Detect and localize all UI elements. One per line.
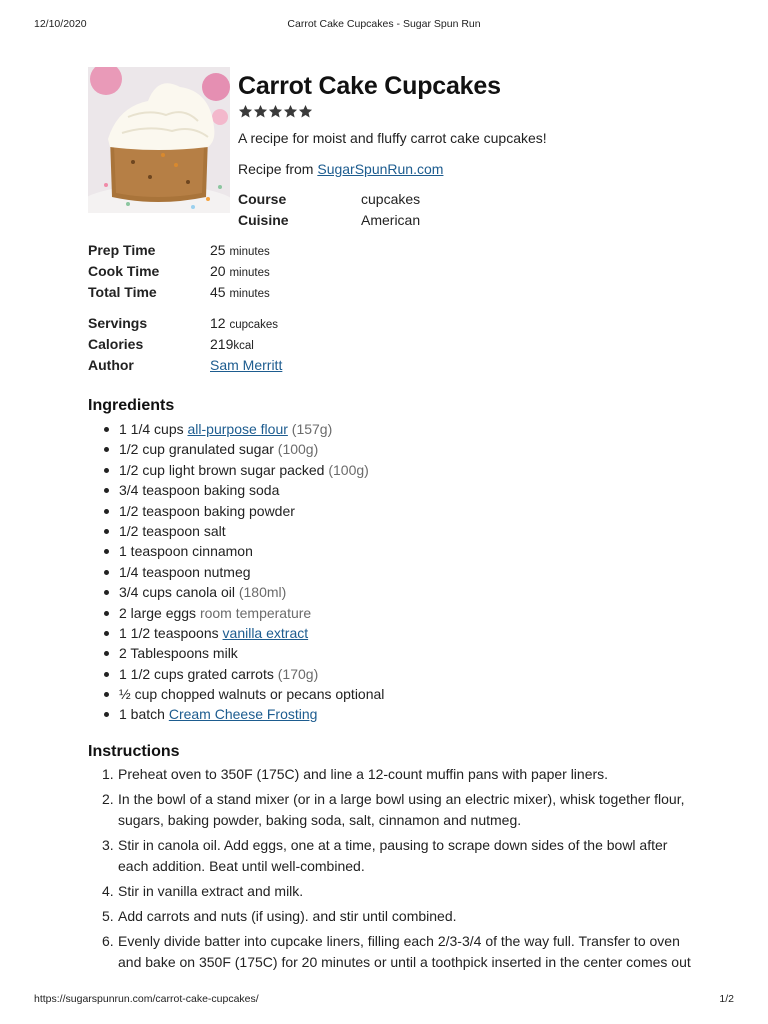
ingredient-item [88,623,688,643]
ingredient-text: 1 batch [119,706,169,723]
step-text: Add carrots and nuts (if using). and stir until combined. [118,908,457,924]
ingredient-text: 1/2 teaspoon baking powder [119,502,295,519]
ingredient-item [88,439,688,459]
ingredient-item [88,501,688,521]
calories-unit: kcal [233,340,254,352]
ingredients-list [88,419,688,725]
step-number: 4. [102,883,114,899]
calories-row [88,336,388,356]
servings-label: Servings [88,315,148,331]
ingredient-text: 1/2 cup granulated sugar [119,441,274,458]
star-icon [268,104,283,119]
bullet-icon [104,712,109,717]
ingredient-text: 1 teaspoon cinnamon [119,543,253,560]
total-time-label: Total Time [88,284,157,300]
bullet-icon [104,611,109,616]
cook-time-value: 20 [210,263,226,279]
ingredient-text: 3/4 cups canola oil [119,584,235,601]
ingredient-note: (100g) [273,441,319,458]
ingredient-note: (180ml) [234,584,287,601]
print-page-title: Carrot Cake Cupcakes - Sugar Spun Run [287,18,481,30]
recipe-photo [88,67,230,213]
ingredient-text: 1 1/2 cups grated carrots [119,665,274,682]
recipe-source-link[interactable]: SugarSpunRun.com [317,161,444,177]
step-number: 3. [102,837,114,853]
step-number: 5. [102,908,114,924]
prep-time-value: 25 [210,242,226,258]
ingredients-heading: Ingredients [88,397,175,414]
ingredient-note: (100g) [324,461,369,478]
cuisine-label: Cuisine [238,212,289,228]
step-number: 1. [102,766,114,782]
bullet-icon [104,549,109,554]
ingredient-text: 2 Tablespoons milk [119,645,238,662]
ingredient-link[interactable]: vanilla extract [222,624,309,641]
bullet-icon [104,651,109,656]
ingredient-item [88,562,688,582]
ingredient-text: 1 1/2 teaspoons [119,624,223,641]
servings-value: 12 [210,315,226,331]
ingredient-item [88,664,688,684]
star-icon [238,104,253,119]
bullet-icon [104,427,109,432]
step-text: Preheat oven to 350F (175C) and line a 12-count muffin pans with paper liners. [118,766,609,782]
instructions-heading: Instructions [88,743,180,760]
step-number: 2. [102,791,114,807]
print-header [34,18,734,32]
ingredient-text: ½ cup chopped walnuts or pecans optional [119,686,385,703]
bullet-icon [104,468,109,473]
ingredient-item [88,480,688,500]
ingredient-item [88,684,688,704]
bullet-icon [104,447,109,452]
print-date: 12/10/2020 [34,18,87,30]
course-label: Course [238,191,287,207]
ingredient-text: 2 large eggs [119,604,197,621]
ingredient-item [88,541,688,561]
ingredient-note: (157g) [287,421,333,437]
ingredient-link[interactable]: all-purpose flour [187,421,288,437]
instruction-step [88,881,698,902]
bullet-icon [104,692,109,697]
print-footer [34,993,734,1007]
ingredient-note: room temperature [196,604,312,621]
calories-label: Calories [88,336,144,352]
prep-time-unit: minutes [229,246,270,258]
ingredient-note: (170g) [273,665,319,682]
servings-unit: cupcakes [229,319,279,331]
servings-row [88,315,388,335]
step-number: 6. [102,933,114,949]
ingredient-item [88,582,688,602]
ingredient-item [88,419,688,439]
prep-time-row [88,242,388,262]
instruction-step [88,906,698,927]
step-text: Stir in canola oil. Add eggs, one at a time, pausing to scrape down sides of the bowl after each addition. Beat until well-combined. [118,837,668,874]
ingredient-text: 3/4 teaspoon baking soda [119,482,280,499]
ingredient-text: 1/4 teaspoon nutmeg [119,563,251,580]
ingredient-text: 1 1/4 cups [119,421,188,437]
step-text: In the bowl of a stand mixer (or in a large bowl using an electric mixer), whisk together flour, sugars, baking powder, baking soda, salt, cinnamon and nutmeg. [118,791,685,828]
step-text: Stir in vanilla extract and milk. [118,883,304,899]
star-icon [283,104,298,119]
instruction-step [88,835,698,877]
total-time-row [88,284,388,304]
ingredient-item [88,643,688,663]
author-link[interactable]: Sam Merritt [210,357,283,373]
bullet-icon [104,631,109,636]
ingredient-text: 1/2 teaspoon salt [119,522,226,539]
cook-time-unit: minutes [229,267,270,279]
total-time-unit: minutes [229,288,270,300]
bullet-icon [104,529,109,534]
recipe-source [238,161,443,177]
ingredient-item [88,704,688,724]
ingredient-link[interactable]: Cream Cheese Frosting [168,706,318,723]
print-url: https://sugarspunrun.com/carrot-cake-cupcakes/ [34,993,259,1005]
course-row [238,191,538,211]
recipe-summary: A recipe for moist and fluffy carrot cake cupcakes! [238,130,547,146]
instruction-step [88,764,698,785]
bullet-icon [104,570,109,575]
bullet-icon [104,672,109,677]
ingredient-text: 1/2 cup light brown sugar packed [119,461,325,478]
recipe-title: Carrot Cake Cupcakes [238,72,501,100]
instruction-step [88,789,698,831]
instruction-step [88,931,698,973]
step-text: Evenly divide batter into cupcake liners, filling each 2/3-3/4 of the way full. Transfer to oven and bake on 350F (175C) for 20 minutes or until a toothpick inserted in the center comes out [118,933,691,970]
rating-stars [238,104,313,119]
calories-value: 219 [210,336,234,352]
cook-time-row [88,263,388,283]
star-icon [253,104,268,119]
bullet-icon [104,509,109,514]
course-value: cupcakes [361,191,421,207]
total-time-value: 45 [210,284,226,300]
cuisine-value: American [361,212,421,228]
ingredient-item [88,603,688,623]
author-label: Author [88,357,134,373]
prep-time-label: Prep Time [88,242,156,258]
bullet-icon [104,488,109,493]
cook-time-label: Cook Time [88,263,160,279]
page-number: 1/2 [719,993,734,1005]
author-row [88,357,388,377]
star-icon [298,104,313,119]
instructions-list [88,764,698,977]
recipe-source-label: Recipe from [238,161,318,177]
ingredient-item [88,460,688,480]
ingredient-item [88,521,688,541]
cuisine-row [238,212,538,232]
bullet-icon [104,590,109,595]
